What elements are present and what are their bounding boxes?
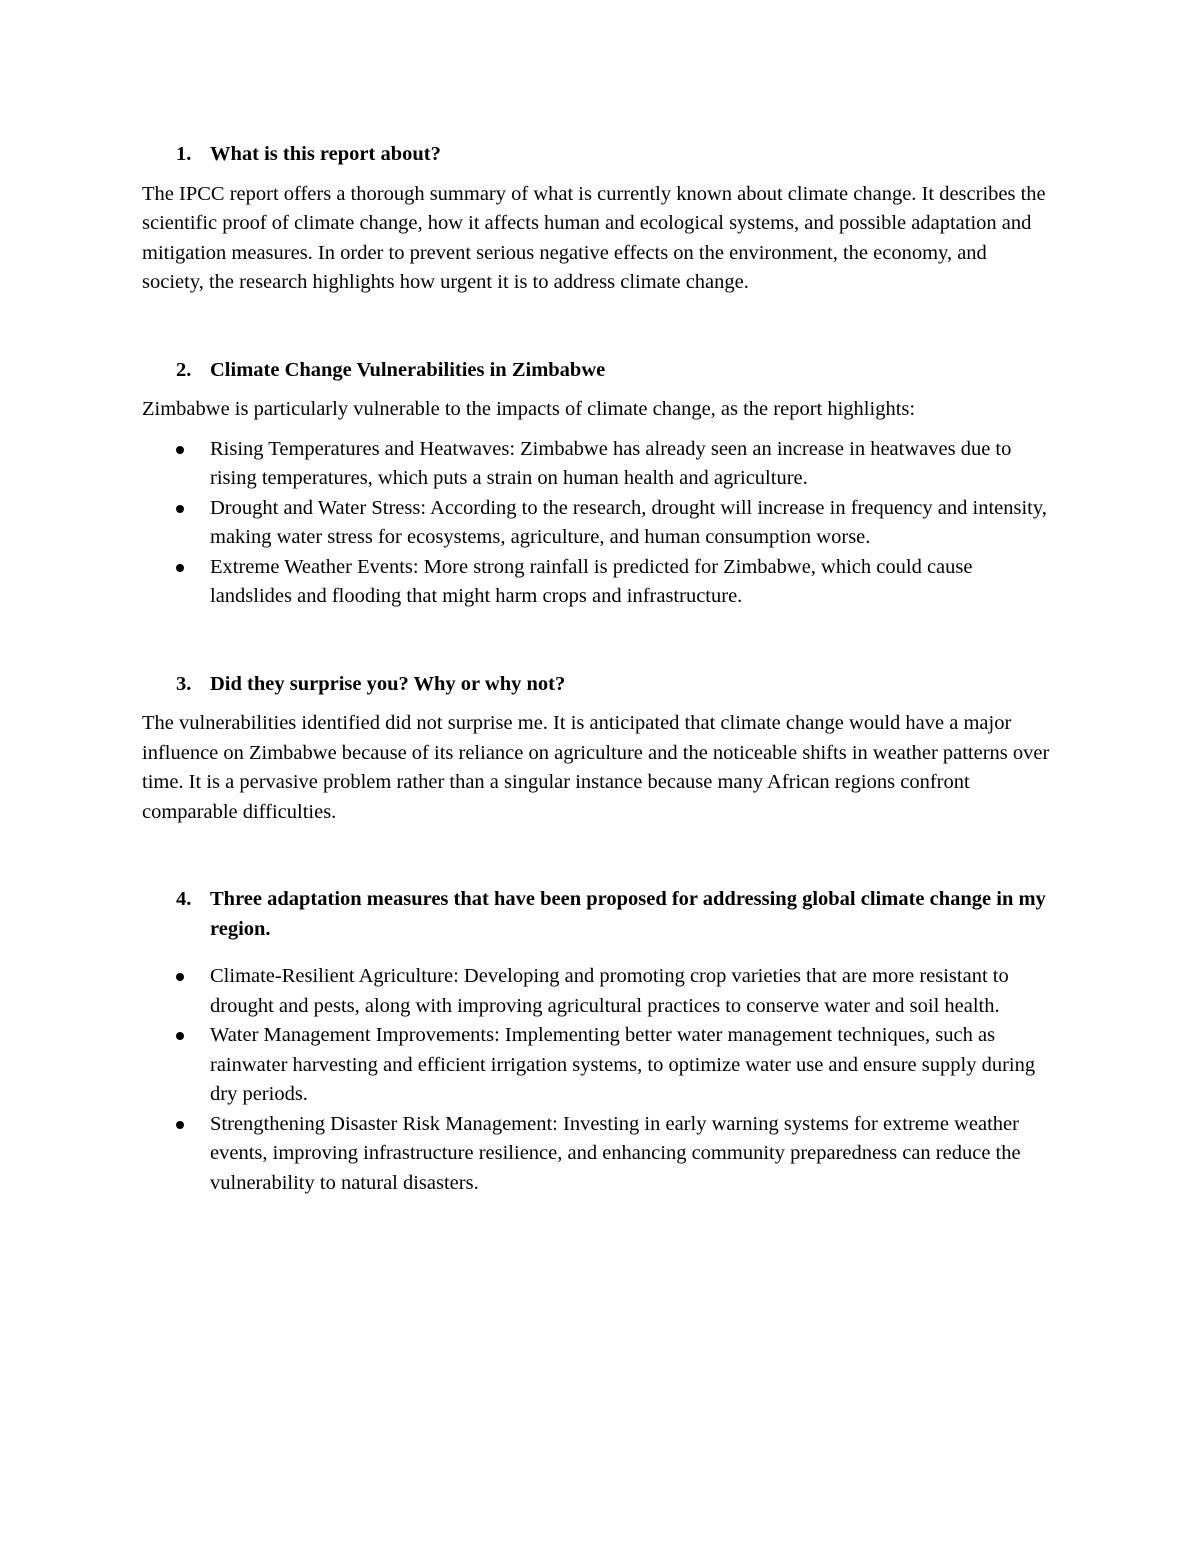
- section-heading: [142, 670, 1052, 700]
- bullet-list: [142, 435, 1052, 612]
- list-item: [142, 553, 1052, 612]
- heading-text: Three adaptation measures that have been proposed for addressing global climate change in my region.: [210, 888, 1046, 940]
- bullet-icon: [142, 553, 210, 612]
- section-paragraph: The vulnerabilities identified did not surprise me. It is anticipated that climate change would have a major influence on Zimbabwe because of its reliance on agriculture and the noticeable shifts in weather patterns over time. It is a pervasive problem rather than a singular instance because many African regions confront comparable difficulties.: [142, 712, 1050, 823]
- section-1: [142, 140, 1052, 298]
- heading-number: 2.: [176, 358, 192, 381]
- list-item: [142, 1021, 1052, 1110]
- section-paragraph: Zimbabwe is particularly vulnerable to the impacts of climate change, as the report highlights:: [142, 398, 916, 420]
- list-item-text: Extreme Weather Events: More strong rainfall is predicted for Zimbabwe, which could cause landslides and flooding that might harm crops and infrastructure.: [210, 555, 973, 607]
- list-item-text: Climate-Resilient Agriculture: Developing and promoting crop varieties that are more resistant to drought and pests, along with improving agricultural practices to conserve water and soil health.: [210, 965, 1009, 1017]
- section-3: [142, 670, 1052, 828]
- section-2: [142, 356, 1052, 612]
- bullet-icon: [142, 1021, 210, 1110]
- bullet-icon: [142, 1110, 210, 1199]
- heading-text: What is this report about?: [210, 143, 441, 165]
- bullet-icon: [142, 494, 210, 553]
- section-heading: [142, 140, 1052, 170]
- heading-text: Did they surprise you? Why or why not?: [210, 672, 566, 695]
- list-item: [142, 962, 1052, 1021]
- section-heading: [142, 356, 1052, 386]
- section-paragraph: The IPCC report offers a thorough summary of what is currently known about climate change. It describes the scientific proof of climate change, how it affects human and ecological systems, and possible adaptation and mitigation measures. In order to prevent serious negative effects on the environment, the economy, and society, the research highlights how urgent it is to address climate change.: [142, 182, 1046, 293]
- heading-number: 1.: [176, 143, 192, 165]
- list-item-text: Water Management Improvements: Implementing better water management techniques, such as rainwater harvesting and efficient irrigation systems, to optimize water use and ensure supply during dry periods.: [210, 1024, 1036, 1105]
- list-item: [142, 435, 1052, 494]
- heading-number: 4.: [176, 888, 192, 910]
- heading-text: Climate Change Vulnerabilities in Zimbabwe: [210, 358, 606, 381]
- section-heading: [142, 885, 1052, 944]
- list-item: [142, 494, 1052, 553]
- list-item-text: Drought and Water Stress: According to the research, drought will increase in frequency and intensity, making water stress for ecosystems, agriculture, and human consumption worse.: [210, 496, 1047, 548]
- list-item-text: Rising Temperatures and Heatwaves: Zimbabwe has already seen an increase in heatwaves due to rising temperatures, which puts a strain on human health and agriculture.: [210, 437, 1012, 489]
- bullet-icon: [142, 962, 210, 1021]
- bullet-list: [142, 962, 1052, 1198]
- document-page: [142, 140, 1052, 1198]
- list-item: [142, 1110, 1052, 1199]
- heading-number: 3.: [176, 672, 192, 695]
- section-4: [142, 885, 1052, 1198]
- bullet-icon: [142, 435, 210, 494]
- list-item-text: Strengthening Disaster Risk Management: Investing in early warning systems for extreme weather events, improving infrastructure resilience, and enhancing community preparedness can reduce the vulnerability to natural disasters.: [210, 1112, 1021, 1194]
